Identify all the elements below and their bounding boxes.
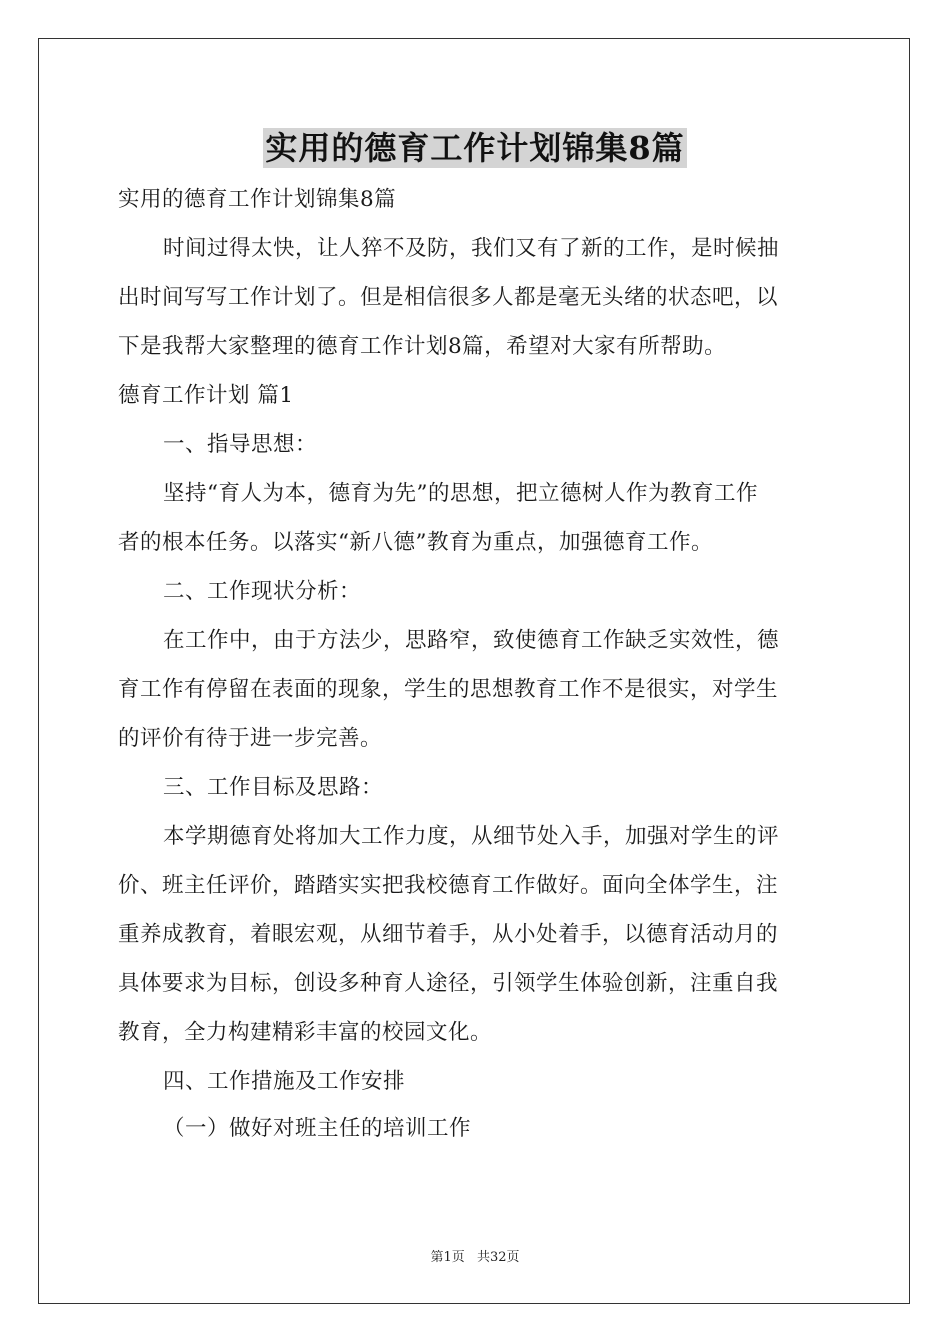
body-line: 重养成教育，着眼宏观，从细节着手，从小处着手，以德育活动月的 bbox=[118, 922, 779, 947]
body-line: 本学期德育处将加大工作力度，从细节处入手，加强对学生的评 bbox=[163, 824, 780, 849]
subsection-heading: 二、工作现状分析： bbox=[163, 579, 362, 604]
body-line: 价、班主任评价，踏踏实实把我校德育工作做好。面向全体学生，注 bbox=[118, 873, 779, 898]
body-line: 坚持“育人为本，德育为先”的思想，把立德树人作为教育工作 bbox=[163, 481, 758, 506]
document-body bbox=[118, 175, 834, 1152]
document-title-text: 实用的德育工作计划锦集8篇 bbox=[265, 129, 685, 167]
page-total: 共32页 bbox=[476, 1250, 520, 1265]
page-number: 第1页 bbox=[430, 1250, 465, 1265]
body-line: 具体要求为目标，创设多种育人途径，引领学生体验创新，注重自我 bbox=[118, 971, 779, 996]
body-line: 育工作有停留在表面的现象，学生的思想教育工作不是很实，对学生 bbox=[118, 677, 779, 702]
body-line: 在工作中，由于方法少，思路窄，致使德育工作缺乏实效性，德 bbox=[163, 628, 780, 653]
body-line: 的评价有待于进一步完善。 bbox=[118, 726, 383, 751]
body-line: 下是我帮大家整理的德育工作计划8篇，希望对大家有所帮助。 bbox=[118, 334, 727, 359]
body-line: 实用的德育工作计划锦集8篇 bbox=[118, 187, 397, 212]
body-line: 者的根本任务。以落实“新八德”教育为重点，加强德育工作。 bbox=[118, 530, 713, 555]
section-heading: 德育工作计划 篇1 bbox=[118, 383, 294, 408]
page-footer bbox=[0, 1246, 950, 1265]
body-line: 时间过得太快，让人猝不及防，我们又有了新的工作，是时候抽 bbox=[163, 236, 780, 261]
subsection-heading: 一、指导思想： bbox=[163, 432, 318, 457]
subsection-heading: 三、工作目标及思路： bbox=[163, 775, 384, 800]
subsection-heading: （一）做好对班主任的培训工作 bbox=[163, 1116, 472, 1141]
subsection-heading: 四、工作措施及工作安排 bbox=[163, 1069, 406, 1094]
document-title bbox=[0, 128, 950, 174]
body-line: 出时间写写工作计划了。但是相信很多人都是毫无头绪的状态吧，以 bbox=[118, 285, 779, 310]
body-line: 教育，全力构建精彩丰富的校园文化。 bbox=[118, 1020, 493, 1045]
